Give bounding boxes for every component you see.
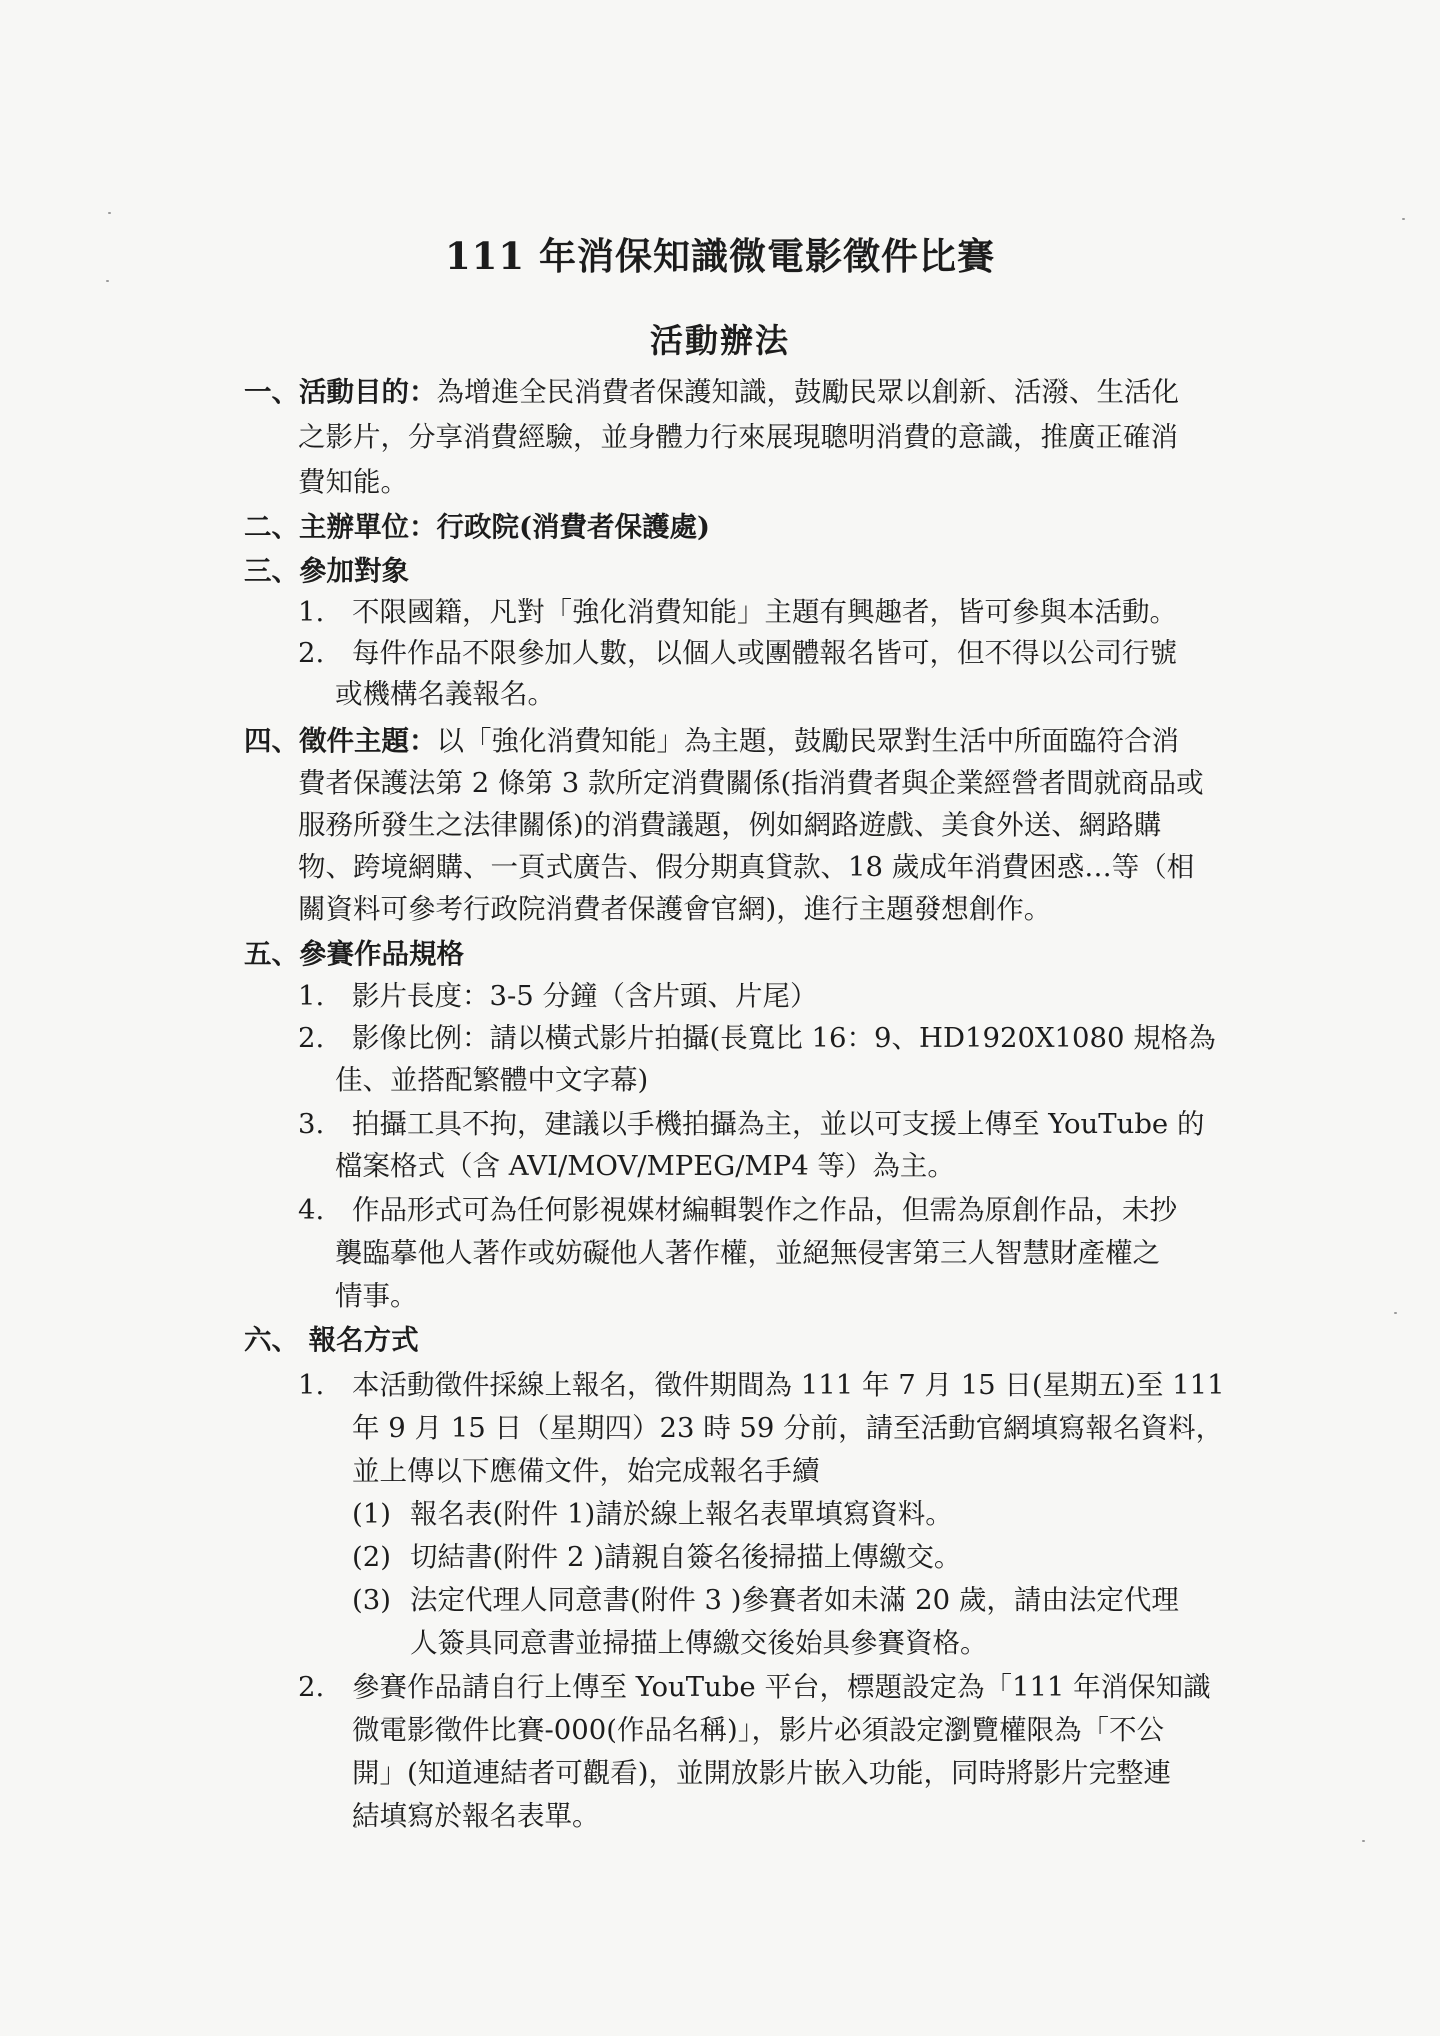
section-4-text: 物、跨境網購、一頁式廣告、假分期真貸款、18 歲成年消費困惑…等（相 <box>298 851 1195 883</box>
list-item-text: 開」(知道連結者可觀看)，並開放影片嵌入功能，同時將影片完整連 <box>352 1757 1171 1789</box>
list-number: 2. <box>298 637 325 669</box>
section-1-text: 為增進全民消費者保護知識，鼓勵民眾以創新、活潑、生活化 <box>436 376 1179 408</box>
section-4-text: 關資料可參考行政院消費者保護會官網)，進行主題發想創作。 <box>298 893 1052 925</box>
list-item-text: 作品形式可為任何影視媒材編輯製作之作品，但需為原創作品，未抄 <box>352 1194 1177 1226</box>
list-item-text: 並上傳以下應備文件，始完成報名手續 <box>352 1455 820 1487</box>
scan-speck <box>1394 1312 1397 1314</box>
list-item-text: 佳、並搭配繁體中文字幕) <box>335 1064 649 1096</box>
list-number: 2. <box>298 1671 325 1703</box>
sub-list-item-text: 切結書(附件 2 )請親自簽名後掃描上傳繳交。 <box>410 1541 962 1573</box>
scan-speck <box>108 212 111 214</box>
section-5-heading: 五、參賽作品規格 <box>244 938 464 970</box>
scan-speck <box>106 280 109 282</box>
list-number: 2. <box>298 1022 325 1054</box>
list-item-text: 每件作品不限參加人數，以個人或團體報名皆可，但不得以公司行號 <box>352 637 1177 669</box>
list-number: 3. <box>298 1108 325 1140</box>
section-2-heading: 二、主辦單位：行政院(消費者保護處) <box>244 511 711 543</box>
list-item-text: 不限國籍，凡對「強化消費知能」主題有興趣者，皆可參與本活動。 <box>352 596 1177 628</box>
document-title: 111 年消保知識微電影徵件比賽 <box>444 234 996 278</box>
list-number: 1. <box>298 1369 325 1401</box>
list-item-text: 本活動徵件採線上報名，徵件期間為 111 年 7 月 15 日(星期五)至 111 <box>352 1369 1225 1401</box>
list-number: 1. <box>298 980 325 1012</box>
section-4-text: 費者保護法第 2 條第 3 款所定消費關係(指消費者與企業經營者間就商品或 <box>298 767 1204 799</box>
list-item-text: 或機構名義報名。 <box>335 678 555 710</box>
section-1 <box>244 372 1179 412</box>
list-item-text: 年 9 月 15 日（星期四）23 時 59 分前，請至活動官網填寫報名資料， <box>352 1412 1224 1444</box>
sub-list-number: (2) <box>352 1541 391 1573</box>
list-item-text: 微電影徵件比賽-000(作品名稱)」，影片必須設定瀏覽權限為「不公 <box>352 1714 1164 1746</box>
sub-list-item-text: 法定代理人同意書(附件 3 )參賽者如未滿 20 歲，請由法定代理 <box>410 1584 1179 1616</box>
section-4-text: 以「強化消費知能」為主題，鼓勵民眾對生活中所面臨符合消 <box>436 725 1179 757</box>
section-4-text: 服務所發生之法律關係)的消費議題，例如網路遊戲、美食外送、網路購 <box>298 809 1162 841</box>
scan-speck <box>1402 218 1405 220</box>
list-item-text: 結填寫於報名表單。 <box>352 1800 600 1832</box>
list-number: 4. <box>298 1194 325 1226</box>
list-item-text: 檔案格式（含 AVI/MOV/MPEG/MP4 等）為主。 <box>335 1150 955 1182</box>
section-1-text: 之影片，分享消費經驗，並身體力行來展現聰明消費的意識，推廣正確消 <box>298 421 1178 453</box>
section-6-heading: 六、 報名方式 <box>244 1324 419 1356</box>
list-item-text: 影像比例：請以橫式影片拍攝(長寬比 16：9、HD1920X1080 規格為 <box>352 1022 1216 1054</box>
sub-list-item-text: 報名表(附件 1)請於線上報名表單填寫資料。 <box>410 1498 953 1530</box>
list-item-text: 拍攝工具不拘，建議以手機拍攝為主，並以可支援上傳至 YouTube 的 <box>352 1108 1205 1140</box>
section-3-heading: 三、參加對象 <box>244 555 409 587</box>
list-item-text: 參賽作品請自行上傳至 YouTube 平台，標題設定為「111 年消保知識 <box>352 1671 1211 1703</box>
sub-list-number: (3) <box>352 1584 391 1616</box>
list-item-text: 情事。 <box>335 1280 418 1312</box>
list-item-text: 襲臨摹他人著作或妨礙他人著作權，並絕無侵害第三人智慧財產權之 <box>335 1237 1160 1269</box>
list-number: 1. <box>298 596 325 628</box>
scan-speck <box>1362 1840 1365 1842</box>
section-1-heading: 一、活動目的： <box>244 376 437 408</box>
section-1-text: 費知能。 <box>298 466 408 498</box>
section-4 <box>244 721 1179 761</box>
sub-list-item-text: 人簽具同意書並掃描上傳繳交後始具參賽資格。 <box>410 1627 988 1659</box>
sub-list-number: (1) <box>352 1498 391 1530</box>
document-subtitle: 活動辦法 <box>650 321 790 360</box>
section-4-heading: 四、徵件主題： <box>244 725 437 757</box>
list-item-text: 影片長度：3-5 分鐘（含片頭、片尾） <box>352 980 818 1012</box>
